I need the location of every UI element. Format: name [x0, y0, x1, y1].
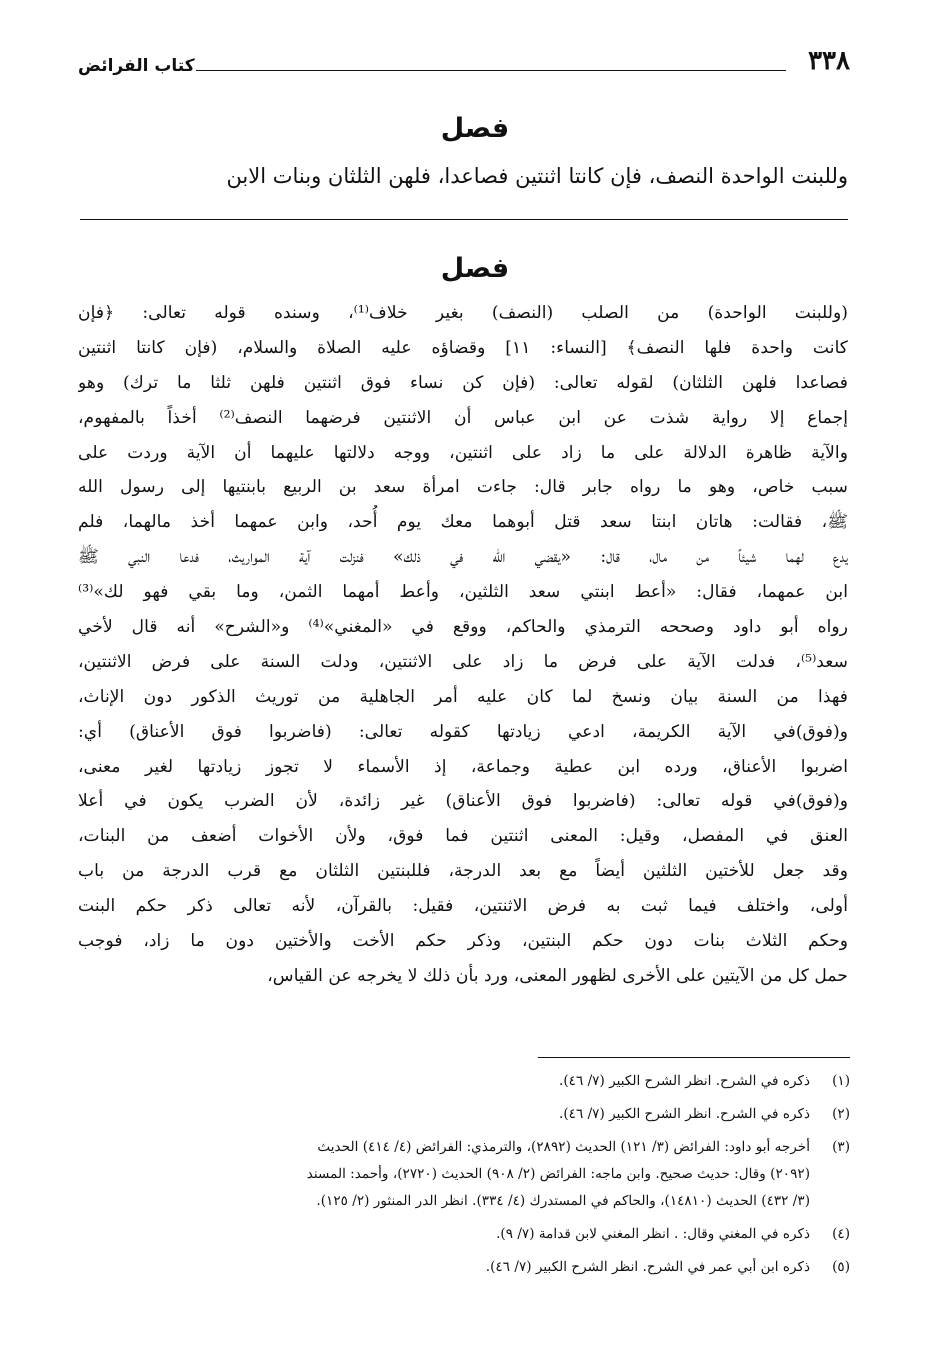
footnote-rule: [538, 1057, 850, 1058]
footnote: [78, 1221, 850, 1248]
text-line: وقد جعل للأختين الثلثين أيضاً مع بعد الدرجة، فللبنتين الثلثان مع قرب الدرجة من باب: [78, 861, 848, 882]
footnote: [78, 1068, 850, 1095]
text-line: يدع لهما شيئاً من مال، قال: «يقضي الله في ذلك» فنزلت آية المواريث، فدعا النبي ﷺ: [78, 547, 848, 568]
header-rule: [196, 70, 786, 71]
footnote-number: (٥): [832, 1259, 850, 1275]
page-number: ٣٣٨: [808, 46, 850, 76]
page-header: [78, 42, 850, 82]
footnote-text: أخرجه أبو داود: الفرائض (٣/ ١٢١) الحديث (٢٨٩٢)، والترمذي: الفرائض (٤/ ٤١٤) الحديث: [317, 1139, 810, 1155]
text-line: أولى، واختلف فيما ثبت به فرض الاثنتين، فقيل: بالقرآن، لأنه تعالى ذكر حكم البنت: [78, 896, 848, 917]
text-line: (وللبنت الواحدة) من الصلب (النصف) بغير خلاف⁽¹⁾، وسنده قوله تعالى: ﴿فإن: [78, 303, 848, 323]
footnote: [78, 1134, 850, 1215]
section-title-1: فصل: [440, 113, 510, 144]
matn-text: وللبنت الواحدة النصف، فإن كانتا اثنتين فصاعدا، فلهن الثلثان وبنات الابن: [226, 164, 848, 188]
footnote: [78, 1254, 850, 1281]
text-line: فهذا من السنة بيان ونسخ لما كان عليه أمر الجاهلية من توريث الذكور دون الإناث،: [78, 686, 848, 707]
footnote-number: (٢): [832, 1106, 850, 1122]
text-line: و(فوق)في الآية الكريمة، ادعي زيادتها كقوله تعالى: (فاضربوا فوق الأعناق) أي:: [78, 721, 848, 742]
text-line: و(فوق)في قوله تعالى: (فاضربوا فوق الأعناق) غير زائدة، لأن الضرب يكون في أعلا: [78, 791, 848, 812]
text-line: حمل كل من الآيتين على الأخرى لظهور المعنى، ورد بأن ذلك لا يخرجه عن القياس،: [267, 965, 848, 986]
text-line: سعد⁽⁵⁾، فدلت الآية على فرض ما زاد على الاثنتين، ودلت السنة على فرض الاثنتين،: [78, 651, 848, 672]
text-line: اضربوا الأعناق، ورده ابن عطية وجماعة، إذ الأسماء لا تجوز زيادتها لغير معنى،: [78, 756, 848, 777]
text-line: كانت واحدة فلها النصف﴾ [النساء: ١١] وقضاؤه عليه الصلاة والسلام، (فإن كانتا اثنتين: [78, 337, 848, 358]
text-line: رواه أبو داود وصححه الترمذي والحاكم، ووقع في «المغني»⁽⁴⁾ و«الشرح» أنه قال لأخي: [78, 617, 848, 638]
footnote-text: ذكره في الشرح. انظر الشرح الكبير (٧/ ٤٦).: [559, 1073, 810, 1089]
footnote-number: (٤): [832, 1226, 850, 1242]
footnote-text: (٢٠٩٢) وقال: حديث صحيح. وابن ماجه: الفرائض (٢/ ٩٠٨) الحديث (٢٧٢٠)، وأحمد: المسند: [306, 1166, 810, 1182]
running-title: كتاب الفرائض: [78, 56, 195, 76]
footnote-text: ذكره في الشرح. انظر الشرح الكبير (٧/ ٤٦).: [559, 1106, 810, 1122]
section-title-2: فصل: [440, 253, 510, 284]
footnotes: [78, 1068, 850, 1281]
footnote-number: (١): [832, 1073, 850, 1089]
footnote-text: (٣/ ٤٣٢) الحديث (١٤٨١٠)، والحاكم في المستدرك (٤/ ٣٣٤). انظر الدر المنثور (٢/ ١٢٥).: [316, 1193, 810, 1209]
footnote-number: (٣): [832, 1139, 850, 1155]
section-divider: [80, 219, 848, 220]
text-line: ابن عمهما، فقال: «أعط ابنتي سعد الثلثين، وأعط أمهما الثمن، وما بقي فهو لك»⁽³⁾: [78, 582, 848, 603]
footnote: [78, 1101, 850, 1128]
text-line: والآية ظاهرة الدلالة على ما زاد على اثنتين، ووجه دلالتها عليهما أن الآية وردت على: [78, 442, 848, 463]
commentary-text: [78, 296, 848, 994]
text-line: العنق في المفصل، وقيل: المعنى اثنتين فما فوق، ولأن الأخوات أضعف من البنات،: [78, 826, 848, 847]
text-line: سبب خاص، وهو ما رواه جابر قال: جاءت امرأة سعد بن الربيع بابنتيها إلى رسول الله: [78, 477, 848, 498]
footnote-text: ذكره ابن أبي عمر في الشرح. انظر الشرح الكبير (٧/ ٤٦).: [485, 1259, 810, 1275]
footnote-text: ذكره في المغني وقال: . انظر المغني لابن قدامة (٧/ ٩).: [496, 1226, 810, 1242]
text-line: ﷺ، فقالت: هاتان ابنتا سعد قتل أبوهما معك يوم أُحد، وابن عمهما أخذ مالهما، فلم: [78, 512, 848, 533]
text-line: إجماع إلا رواية شذت عن ابن عباس أن الاثنتين فرضهما النصف⁽²⁾ أخذاً بالمفهوم،: [78, 407, 848, 428]
text-line: فصاعدا فلهن الثلثان) لقوله تعالى: (فإن كن نساء فوق اثنتين فلهن ثلثا ما ترك) وهو: [78, 372, 848, 393]
text-line: وحكم الثلاث بنات دون حكم البنتين، وذكر حكم الأخت والأختين دون ما زاد، فوجب: [78, 931, 848, 952]
